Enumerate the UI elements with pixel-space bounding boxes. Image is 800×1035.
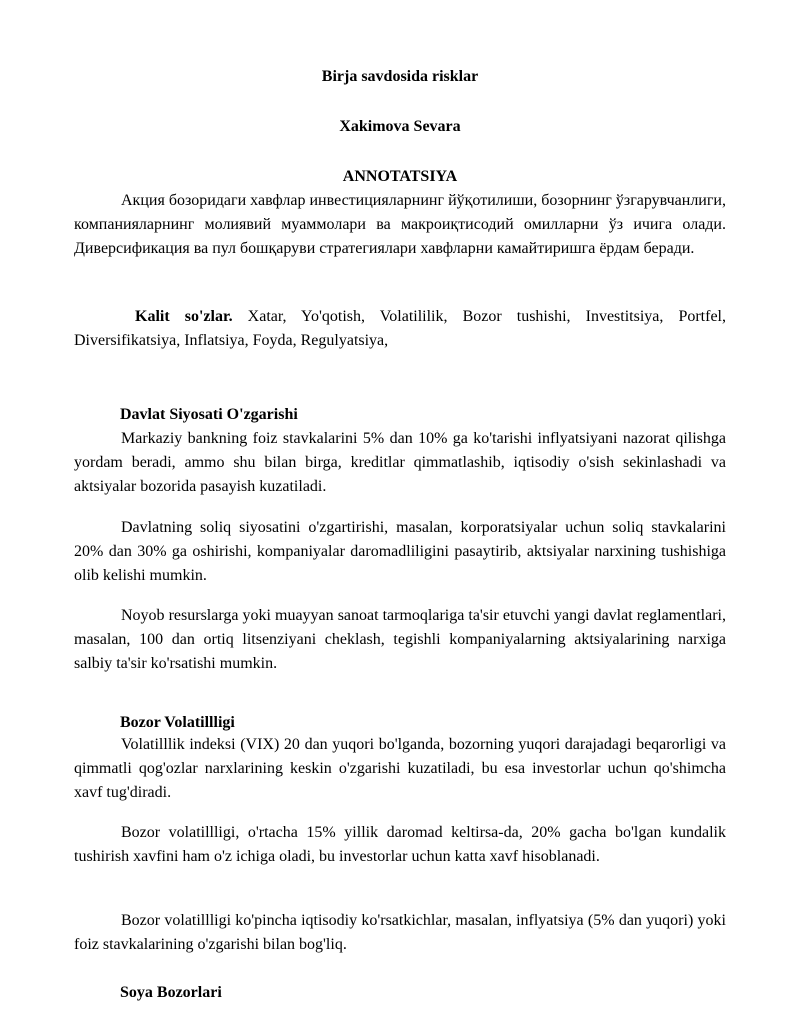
section-heading: Soya Bozorlari bbox=[120, 984, 222, 1001]
section-heading: Davlat Siyosati O'zgarishi bbox=[120, 406, 298, 423]
section-paragraph: Davlatning soliq siyosatini o'zgartirishi, masalan, korporatsiyalar uchun soliq stavkalarini 20% dan 30% ga oshirishi, kompaniyalar daromadliligini pasaytirib, aktsiyalar narxining tushishiga olib kelishi mumkin. bbox=[74, 519, 726, 584]
annotation-heading: ANNOTATSIYA bbox=[342, 168, 458, 185]
author-name: Xakimova Sevara bbox=[339, 118, 461, 135]
section-paragraph: Noyob resurslarga yoki muayyan sanoat tarmoqlariga ta'sir etuvchi yangi davlat reglamentlari, masalan, 100 dan ortiq litsenziyani cheklash, tegishli kompaniyalarning aktsiyalarining narxiga salbiy ta'sir ko'rsatishi mumkin. bbox=[74, 607, 726, 672]
keywords-paragraph bbox=[74, 305, 726, 353]
section-heading: Bozor Volatillligi bbox=[120, 714, 235, 731]
section-paragraph: Volatilllik indeksi (VIX) 20 dan yuqori bo'lganda, bozorning yuqori darajadagi beqarorligi va qimmatli qog'ozlar narxlarining keskin o'zgarishi kuzatiladi, bu esa investorlar uchun qo'shimcha xavf tug'diradi. bbox=[74, 736, 726, 801]
keywords-text: Xatar, Yo'qotish, Volatililik, Bozor tushishi, Investitsiya, Portfel, Diversifikatsiya, Inflatsiya, Foyda, Regulyatsiya, bbox=[74, 308, 727, 349]
section-paragraph: Markaziy bankning foiz stavkalarini 5% dan 10% ga ko'tarishi inflyatsiyani nazorat qilishga yordam beradi, ammo shu bilan birga, kreditlar qimmatlashib, iqtisodiy o'sish sekinlashadi va aktsiyalar bozorida pasayish kuzatiladi. bbox=[74, 430, 726, 495]
keywords-label: Kalit so'zlar. bbox=[135, 308, 233, 325]
annotation-text: Акция бозоридаги хавфлар инвестицияларнинг йўқотилиши, бозорнинг ўзгарувчанлиги, компанияларнинг молиявий муаммолари ва макроиқтисодий омилларни ўз ичига олади. Диверсификация ва пул бошқаруви стратегиялари хавфларни камайтиришга ёрдам беради. bbox=[74, 192, 726, 257]
section-paragraph: Bozor volatillligi ko'pincha iqtisodiy ko'rsatkichlar, masalan, inflyatsiya (5% dan yuqori) yoki foiz stavkalarining o'zgarishi bilan bog'liq. bbox=[74, 912, 726, 953]
section-paragraph: Bozor volatillligi, o'rtacha 15% yillik daromad keltirsa-da, 20% gacha bo'lgan kundalik tushirish xavfini ham o'z ichiga oladi, bu investorlar uchun katta xavf hisoblanadi. bbox=[74, 824, 726, 865]
document-title: Birja savdosida risklar bbox=[321, 68, 479, 85]
